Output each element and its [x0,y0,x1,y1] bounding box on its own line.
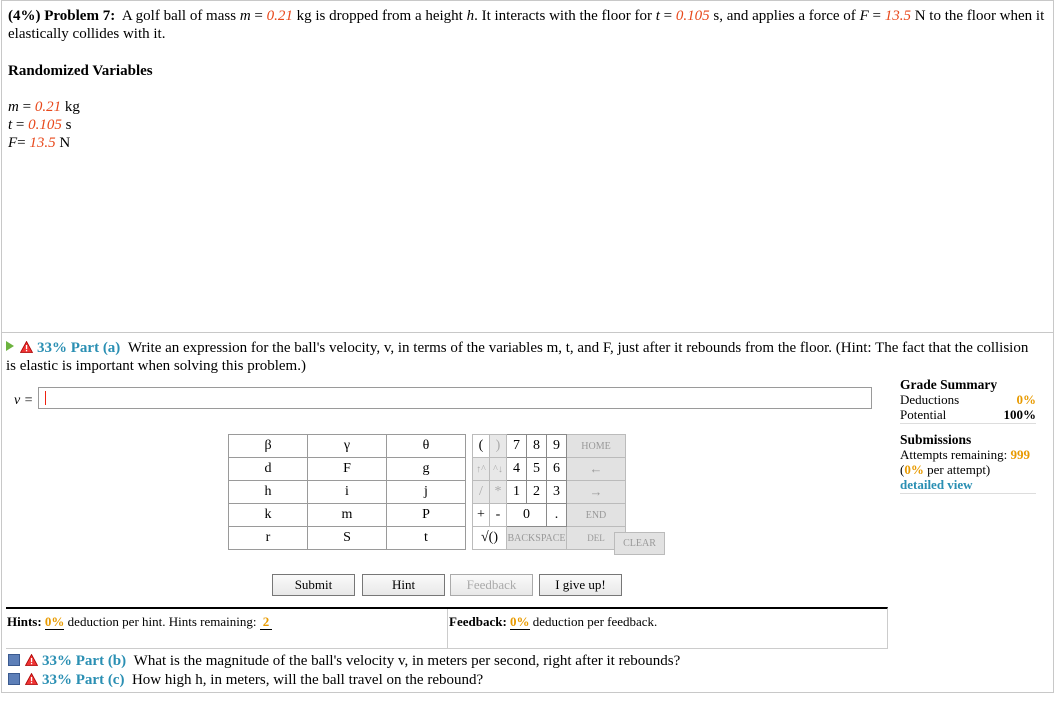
per-attempt-value: 0% [904,462,924,477]
key-3[interactable]: 3 [547,481,567,504]
key-5[interactable]: 5 [527,458,547,481]
attempts-value: 999 [1010,447,1030,462]
key-r[interactable]: r [229,527,308,550]
part-a-question [6,339,1036,375]
value-t: 0.105 [675,8,710,24]
key-sqrt[interactable]: √() [473,527,507,550]
expand-box-icon[interactable] [8,673,20,685]
symbol-t: t [655,8,660,24]
key-0[interactable]: 0 [507,504,547,527]
feedback-info [449,614,657,630]
key-divide[interactable]: / [473,481,490,504]
per-attempt-row [900,462,1036,477]
key-right-paren[interactable]: ) [490,435,507,458]
statement-text: A golf ball of mass [121,8,237,24]
part-a-label: 33% Part (a) [37,340,121,356]
feedback-pct: 0% [510,614,530,629]
var-symbol: F [8,135,18,151]
hints-feedback-bar [6,607,888,649]
key-m[interactable]: m [308,504,387,527]
key-superscript[interactable]: ↑^ [473,458,490,481]
key-k[interactable]: k [229,504,308,527]
answer-input[interactable] [38,387,872,409]
hints-info [7,614,272,630]
potential-row [900,407,1036,422]
feedback-text: deduction per feedback. [529,614,658,629]
per-attempt-text: per attempt) [923,462,991,477]
deductions-label: Deductions [900,392,960,407]
randomized-variable-F [8,135,70,152]
hints-pct: 0% [44,614,65,629]
key-d[interactable]: d [229,458,308,481]
key-home[interactable]: HOME [567,435,626,458]
give-up-button[interactable]: I give up! [539,574,622,596]
key-dot[interactable]: . [547,504,567,527]
symbol-m: m [239,8,251,24]
key-i[interactable]: i [308,481,387,504]
del-label: DEL [587,533,605,543]
key-P[interactable]: P [387,504,466,527]
key-1[interactable]: 1 [507,481,527,504]
equals-sign: = [250,8,267,24]
var-unit: s [65,117,72,133]
key-4[interactable]: 4 [507,458,527,481]
divider [900,423,1036,424]
part-c-label: 33% Part (c) [42,672,125,688]
calculator-keypad [472,434,626,550]
problem-title: Problem 7: [44,8,116,24]
detailed-view-link[interactable]: detailed view [900,477,973,492]
grade-summary [900,377,1036,497]
attempts-label: Attempts remaining: [900,447,1008,462]
key-F[interactable]: F [308,458,387,481]
submissions-title: Submissions [900,432,972,447]
key-g[interactable]: g [387,458,466,481]
key-7[interactable]: 7 [507,435,527,458]
var-value: 0.21 [34,99,62,115]
paren: ( [900,462,905,477]
equals-sign: = [17,135,26,151]
randomized-variables-title: Randomized Variables [8,63,153,79]
expand-box-icon[interactable] [8,654,20,666]
problem-statement [8,7,1048,43]
statement-text: . It interacts with the floor for [474,8,656,24]
key-backspace[interactable]: BACKSPACE [507,527,567,550]
key-j[interactable]: j [387,481,466,504]
randomized-variable-m: m = 0.21 kg [8,99,80,115]
grade-summary-title: Grade Summary [900,377,998,392]
key-multiply[interactable]: * [490,481,507,504]
hints-text: deduction per hint. Hints remaining: [64,614,260,629]
var-unit: kg [64,99,80,115]
part-b-label: 33% Part (b) [42,653,127,669]
symbol-h: h [466,8,475,24]
key-left-paren[interactable]: ( [473,435,490,458]
randomized-variable-t: t = 0.105 s [8,117,72,133]
key-theta[interactable]: θ [387,435,466,458]
key-t[interactable]: t [387,527,466,550]
part-b-text: What is the magnitude of the ball's velocity v, in meters per second, right after it rebounds? [133,653,681,669]
key-beta[interactable]: β [229,435,308,458]
hint-button[interactable]: Hint [362,574,445,596]
feedback-button[interactable]: Feedback [450,574,533,596]
key-h[interactable]: h [229,481,308,504]
var-symbol: m [8,99,19,115]
part-a-text: Write an expression for the ball's velocity, v, in terms of the variables m, t, and F, just after it rebounds from the floor. (Hint: The fact that the collision is elastic is important when solving this problem.) [6,340,1029,374]
variable-keypad [228,434,466,550]
text-caret [45,391,46,405]
key-gamma[interactable]: γ [308,435,387,458]
var-value: 0.105 [28,117,62,133]
key-S[interactable]: S [308,527,387,550]
divider [447,609,448,648]
deductions-value: 0% [1016,392,1036,407]
key-left-arrow[interactable]: ← [567,458,626,481]
problem-panel [1,0,1054,333]
key-clear[interactable]: CLEAR [614,532,665,555]
key-right-arrow[interactable]: → [567,481,626,504]
statement-text: s, and applies a force of [709,8,860,24]
var-value: 13.5 [29,135,56,151]
warning-icon [25,673,38,685]
warning-icon [25,654,38,666]
submit-button[interactable]: Submit [272,574,355,596]
key-minus[interactable]: - [490,504,507,527]
potential-value: 100% [1003,407,1036,422]
key-2[interactable]: 2 [527,481,547,504]
key-subscript[interactable]: ^↓ [490,458,507,481]
attempts-row [900,447,1036,462]
key-end[interactable]: END [567,504,626,527]
part-a-panel [1,333,1054,693]
hints-remaining: 2 [260,614,273,630]
problem-percent: (4%) [8,8,41,24]
key-plus[interactable]: + [473,504,490,527]
value-F: 13.5 [884,8,911,24]
potential-label: Potential [900,407,947,422]
feedback-label: Feedback: [449,614,507,629]
equals-sign: = [659,8,676,24]
expand-triangle-icon[interactable] [6,341,14,351]
symbol-F: F [859,8,869,24]
key-8[interactable]: 8 [527,435,547,458]
key-9[interactable]: 9 [547,435,567,458]
answer-variable-label: v = [14,393,34,408]
statement-text: N to the floor when it elastically collides with it. [8,8,1045,42]
hints-label: Hints: [7,614,42,629]
key-6[interactable]: 6 [547,458,567,481]
part-c-text: How high h, in meters, will the ball travel on the rebound? [131,672,484,688]
value-m: 0.21 [266,8,293,24]
part-c-row[interactable] [8,671,483,689]
statement-text: kg is dropped from a height [292,8,467,24]
deductions-row [900,392,1036,407]
part-b-row[interactable] [8,652,680,670]
divider [900,493,1036,494]
var-symbol: t [8,117,13,133]
equals-sign: = [868,8,885,24]
warning-icon [20,341,33,353]
var-unit: N [59,135,71,151]
